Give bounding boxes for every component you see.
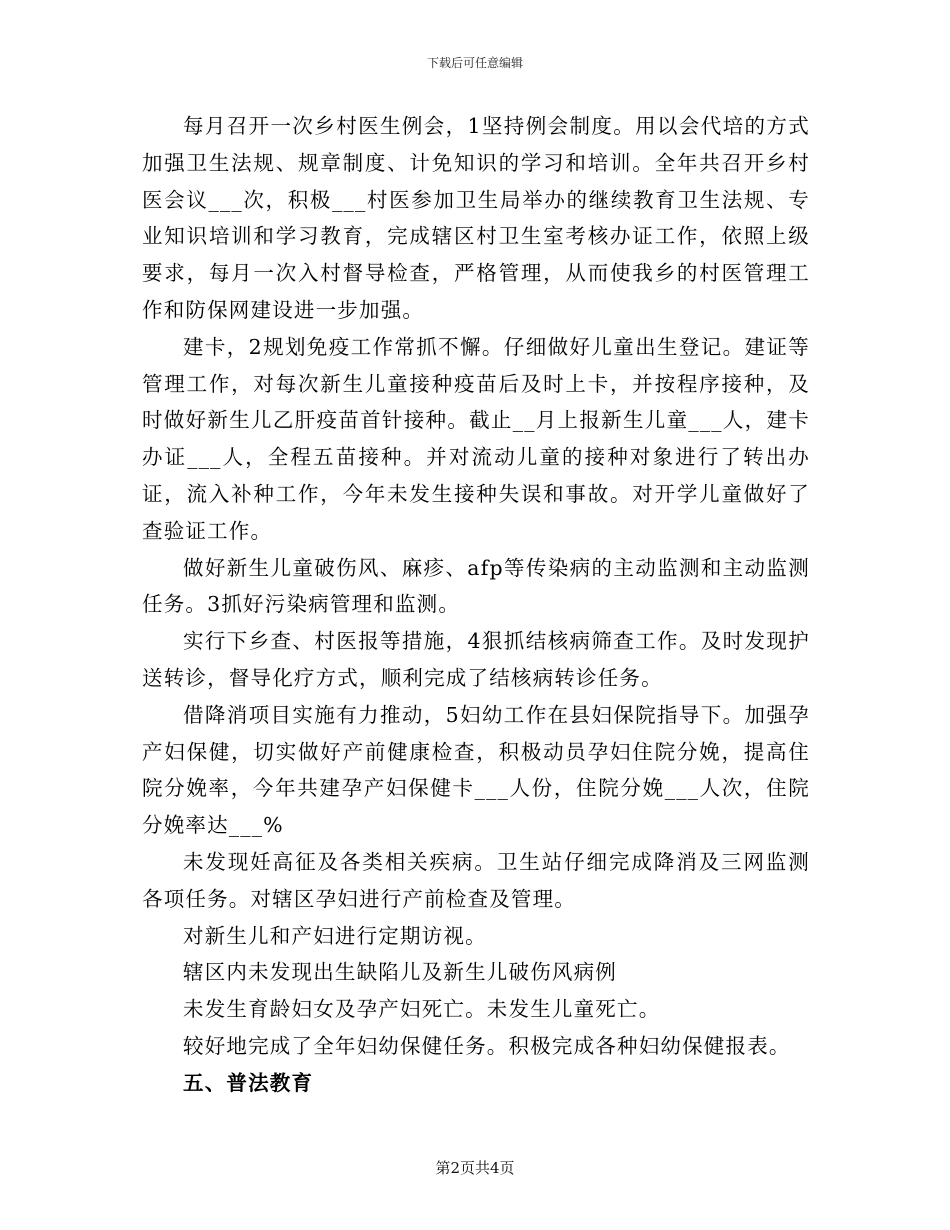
paragraph: 建卡，2规划免疫工作常抓不懈。仔细做好儿童出生登记。建证等管理工作，对每次新生儿童接种疫苗后及时上卡，并按程序接种，及时做好新生儿乙肝疫苗首针接种。截止__月上报新生儿童___人，建卡办证___人，全程五苗接种。并对流动儿童的接种对象进行了转出办证，流入补种工作，今年未发生接种失误和事故。对开学儿童做好了查验证工作。 — [142, 334, 810, 543]
paragraph: 辖区内未发现出生缺陷儿及新生儿破伤风病例 — [183, 960, 617, 985]
page-header: 下载后可任意编辑 — [426, 56, 523, 70]
paragraph: 借降消项目实施有力推动，5妇幼工作在县妇保院指导下。加强孕产妇保健，切实做好产前健康检查，积极动员孕妇住院分娩，提高住院分娩率，今年共建孕产妇保健卡___人份，住院分娩___人次，住院分娩率达___% — [142, 702, 810, 838]
paragraph: 未发生育龄妇女及孕产妇死亡。未发生儿童死亡。 — [183, 997, 661, 1022]
paragraph: 较好地完成了全年妇幼保健任务。积极完成各种妇幼保健报表。 — [183, 1033, 791, 1058]
page-footer: 第2页共4页 — [435, 1159, 515, 1177]
paragraph: 未发现妊高征及各类相关疾病。卫生站仔细完成降消及三网监测各项任务。对辖区孕妇进行产前检查及管理。 — [142, 849, 810, 911]
paragraph: 对新生儿和产妇进行定期访视。 — [183, 923, 487, 948]
paragraph: 实行下乡查、村医报等措施，4狠抓结核病筛查工作。及时发现护送转诊，督导化疗方式，顺利完成了结核病转诊任务。 — [142, 629, 810, 690]
paragraph: 每月召开一次乡村医生例会，1坚持例会制度。用以会代培的方式加强卫生法规、规章制度、计免知识的学习和培训。全年共召开乡村医会议___次，积极___村医参加卫生局举办的继续教育卫生法规、专业知识培训和学习教育，完成辖区村卫生室考核办证工作，依照上级要求，每月一次入村督导检查，严格管理，从而使我乡的村医管理工作和防保网建设进一步加强。 — [142, 114, 810, 322]
section-heading: 五、普法教育 — [183, 1070, 314, 1095]
document-body — [142, 108, 810, 1102]
paragraph: 做好新生儿童破伤风、麻疹、afp等传染病的主动监测和主动监测任务。3抓好污染病管理和监测。 — [142, 555, 810, 617]
